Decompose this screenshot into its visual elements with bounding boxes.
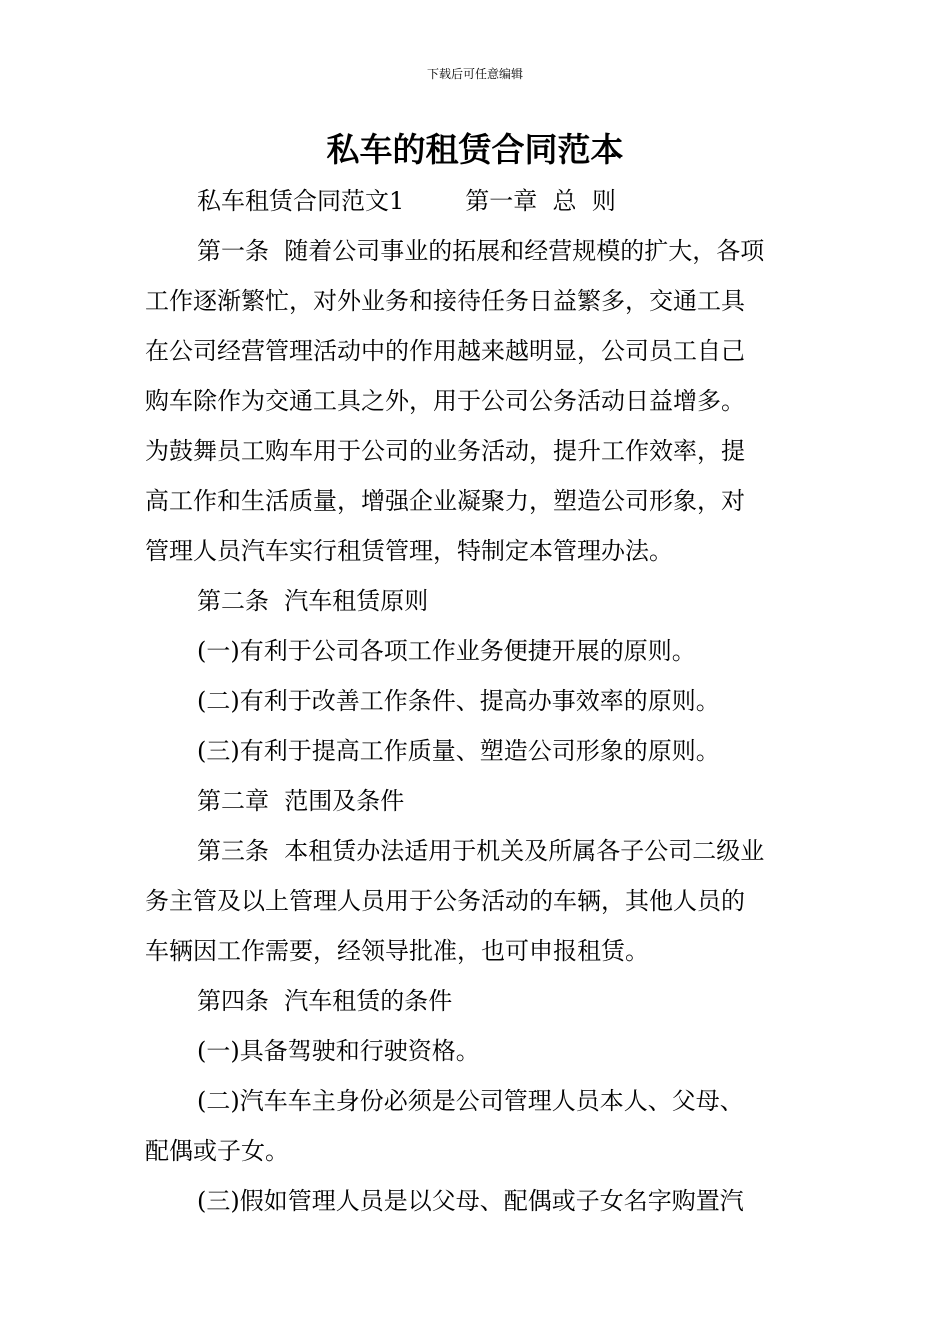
paragraph-line: 务主管及以上管理人员用于公务活动的车辆，其他人员的 xyxy=(145,887,745,915)
paragraph-line: 第二条 汽车租赁原则 xyxy=(197,587,429,615)
paragraph-line: 第四条 汽车租赁的条件 xyxy=(197,987,453,1015)
paragraph-line: 第二章 范围及条件 xyxy=(197,787,405,815)
document-title: 私车的租赁合同范本 xyxy=(326,130,624,169)
paragraph-line: 管理人员汽车实行租赁管理，特制定本管理办法。 xyxy=(145,537,673,565)
paragraph-line: 私车租赁合同范文1 第一章 总 则 xyxy=(197,187,616,215)
paragraph-line: 工作逐渐繁忙，对外业务和接待任务日益繁多，交通工具 xyxy=(145,287,745,315)
paragraph-line: (一)有利于公司各项工作业务便捷开展的原则。 xyxy=(197,637,696,665)
paragraph-line: 车辆因工作需要，经领导批准，也可申报租赁。 xyxy=(145,937,649,965)
paragraph-line: 第一条 随着公司事业的拓展和经营规模的扩大，各项 xyxy=(197,237,765,265)
paragraph-line: (一)具备驾驶和行驶资格。 xyxy=(197,1037,480,1065)
paragraph-line: (三)有利于提高工作质量、塑造公司形象的原则。 xyxy=(197,737,720,765)
paragraph-line: 购车除作为交通工具之外，用于公司公务活动日益增多。 xyxy=(145,387,745,415)
paragraph-line: 高工作和生活质量，增强企业凝聚力，塑造公司形象，对 xyxy=(145,487,745,515)
paragraph-line: 为鼓舞员工购车用于公司的业务活动，提升工作效率，提 xyxy=(145,437,745,465)
header-note: 下载后可任意编辑 xyxy=(426,67,523,81)
paragraph-line: 配偶或子女。 xyxy=(145,1137,289,1165)
paragraph-line: 在公司经营管理活动中的作用越来越明显，公司员工自己 xyxy=(145,337,745,365)
paragraph-line: (三)假如管理人员是以父母、配偶或子女名字购置汽 xyxy=(197,1187,744,1215)
paragraph-line: (二)有利于改善工作条件、提高办事效率的原则。 xyxy=(197,687,720,715)
document-body xyxy=(145,176,807,1226)
paragraph-line: 第三条 本租赁办法适用于机关及所属各子公司二级业 xyxy=(197,837,765,865)
paragraph-line: (二)汽车车主身份必须是公司管理人员本人、父母、 xyxy=(197,1087,744,1115)
